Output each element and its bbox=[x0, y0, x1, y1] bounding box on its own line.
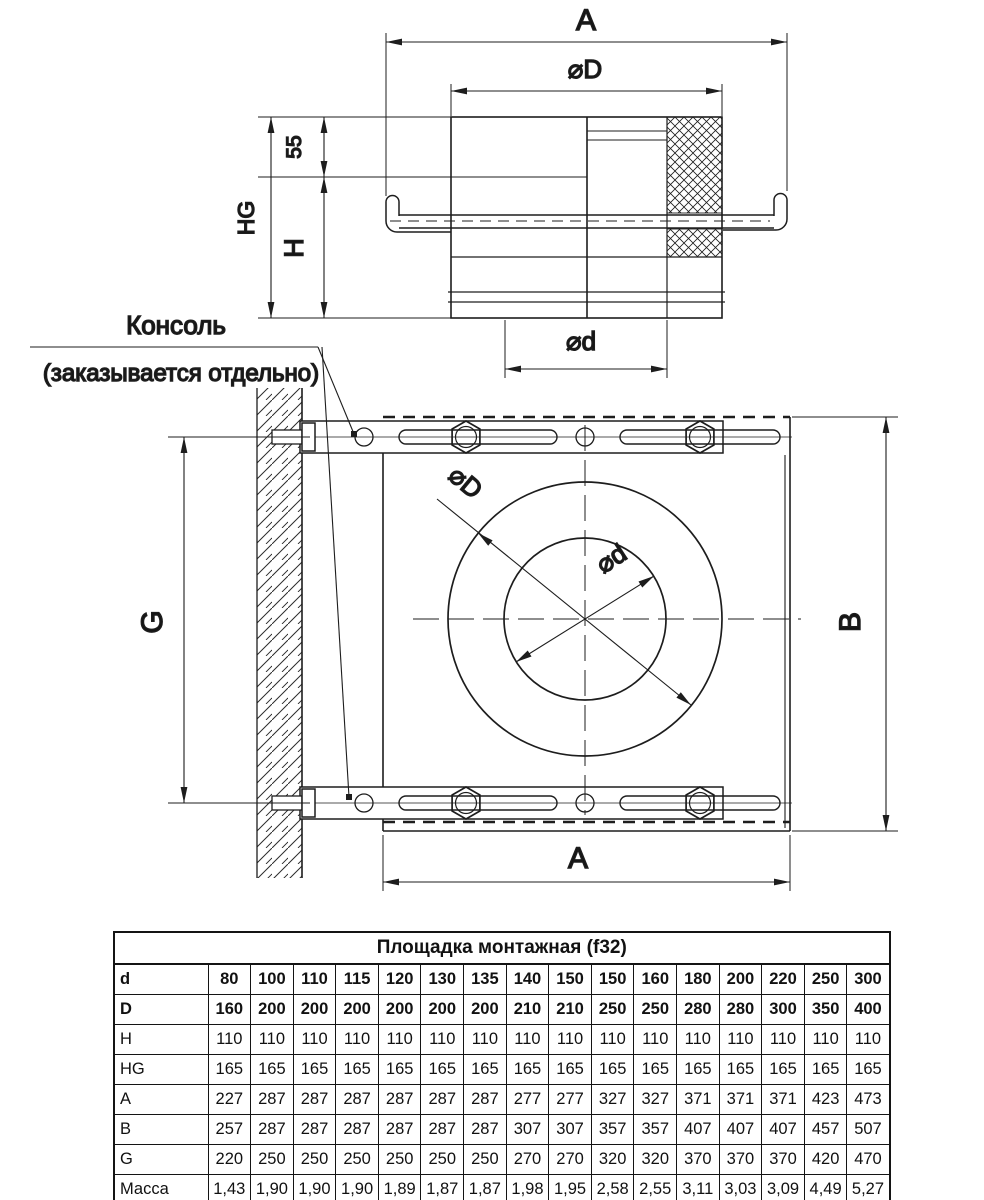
table-cell: 370 bbox=[719, 1145, 762, 1175]
table-cell: 357 bbox=[591, 1115, 634, 1145]
table-cell: 227 bbox=[208, 1085, 251, 1115]
dim-label-55: 55 bbox=[283, 135, 306, 159]
table-cell: 270 bbox=[549, 1145, 592, 1175]
table-cell: 165 bbox=[464, 1055, 507, 1085]
table-cell: 110 bbox=[421, 1025, 464, 1055]
table-cell: 320 bbox=[634, 1145, 677, 1175]
table-cell: 110 bbox=[251, 1025, 294, 1055]
table-cell: 287 bbox=[293, 1085, 336, 1115]
table-cell: 110 bbox=[549, 1025, 592, 1055]
table-cell: 357 bbox=[634, 1115, 677, 1145]
table-cell: 150 bbox=[549, 964, 592, 995]
table-cell: 110 bbox=[293, 1025, 336, 1055]
table-cell: 250 bbox=[251, 1145, 294, 1175]
table-cell: 200 bbox=[293, 995, 336, 1025]
table-cell: 3,09 bbox=[762, 1175, 805, 1200]
table-cell: 165 bbox=[378, 1055, 421, 1085]
dim-h bbox=[279, 177, 324, 318]
table-cell: 287 bbox=[421, 1085, 464, 1115]
table-cell: 277 bbox=[549, 1085, 592, 1115]
table-cell: 5,27 bbox=[847, 1175, 890, 1200]
table-cell: 165 bbox=[804, 1055, 847, 1085]
row-label: B bbox=[114, 1115, 208, 1145]
table-cell: 327 bbox=[634, 1085, 677, 1115]
table-cell: 287 bbox=[464, 1115, 507, 1145]
table-cell: 100 bbox=[251, 964, 294, 995]
table-cell: 80 bbox=[208, 964, 251, 995]
table-cell: 250 bbox=[804, 964, 847, 995]
dim-phi-d-small bbox=[505, 320, 667, 378]
table-cell: 110 bbox=[591, 1025, 634, 1055]
table-row bbox=[114, 1055, 890, 1085]
table-cell: 160 bbox=[208, 995, 251, 1025]
table-cell: 110 bbox=[208, 1025, 251, 1055]
table-cell: 371 bbox=[719, 1085, 762, 1115]
dim-label-a-top: A bbox=[575, 4, 597, 37]
table-cell: 1,98 bbox=[506, 1175, 549, 1200]
dim-phi-d-diagonal bbox=[437, 460, 691, 705]
table-cell: 287 bbox=[251, 1085, 294, 1115]
table-cell: 320 bbox=[591, 1145, 634, 1175]
table-row bbox=[114, 1175, 890, 1200]
table-cell: 307 bbox=[506, 1115, 549, 1145]
table-cell: 400 bbox=[847, 995, 890, 1025]
table-cell: 110 bbox=[506, 1025, 549, 1055]
table-cell: 250 bbox=[293, 1145, 336, 1175]
row-label: D bbox=[114, 995, 208, 1025]
row-label: d bbox=[114, 964, 208, 995]
dim-hg bbox=[233, 117, 271, 318]
dim-label-hg: HG bbox=[233, 200, 259, 236]
table-cell: 407 bbox=[762, 1115, 805, 1145]
table-cell: 287 bbox=[293, 1115, 336, 1145]
table-cell: 287 bbox=[251, 1115, 294, 1145]
table-cell: 1,90 bbox=[293, 1175, 336, 1200]
table-cell: 371 bbox=[677, 1085, 720, 1115]
table-row bbox=[114, 1115, 890, 1145]
table-cell: 110 bbox=[634, 1025, 677, 1055]
table-cell: 371 bbox=[762, 1085, 805, 1115]
table-cell: 280 bbox=[719, 995, 762, 1025]
row-label: HG bbox=[114, 1055, 208, 1085]
table-cell: 287 bbox=[336, 1085, 379, 1115]
dim-phi-d-top bbox=[451, 54, 722, 116]
table-cell: 140 bbox=[506, 964, 549, 995]
table-cell: 110 bbox=[378, 1025, 421, 1055]
table-row bbox=[114, 1145, 890, 1175]
row-label: Масса bbox=[114, 1175, 208, 1200]
table-cell: 2,55 bbox=[634, 1175, 677, 1200]
table-cell: 307 bbox=[549, 1115, 592, 1145]
table-cell: 3,11 bbox=[677, 1175, 720, 1200]
table-cell: 165 bbox=[506, 1055, 549, 1085]
table-cell: 130 bbox=[421, 964, 464, 995]
mounting-rail-top bbox=[272, 421, 792, 453]
table-cell: 110 bbox=[336, 1025, 379, 1055]
table-cell: 165 bbox=[634, 1055, 677, 1085]
table-cell: 1,95 bbox=[549, 1175, 592, 1200]
table-cell: 250 bbox=[378, 1145, 421, 1175]
table-cell: 1,90 bbox=[336, 1175, 379, 1200]
table-title: Площадка монтажная (f32) bbox=[114, 932, 890, 964]
side-extension-lines bbox=[258, 117, 587, 318]
table-cell: 160 bbox=[634, 964, 677, 995]
table-cell: 165 bbox=[549, 1055, 592, 1085]
dim-label-h: H bbox=[279, 238, 309, 258]
table-cell: 287 bbox=[336, 1115, 379, 1145]
table-cell: 1,43 bbox=[208, 1175, 251, 1200]
table-cell: 220 bbox=[762, 964, 805, 995]
table-cell: 110 bbox=[677, 1025, 720, 1055]
table-cell: 180 bbox=[677, 964, 720, 995]
table-row bbox=[114, 995, 890, 1025]
table-body bbox=[114, 964, 890, 1200]
table-cell: 200 bbox=[464, 995, 507, 1025]
table-row bbox=[114, 1085, 890, 1115]
table-cell: 3,03 bbox=[719, 1175, 762, 1200]
table-cell: 420 bbox=[804, 1145, 847, 1175]
table-cell: 250 bbox=[336, 1145, 379, 1175]
table-cell: 2,58 bbox=[591, 1175, 634, 1200]
table-cell: 250 bbox=[464, 1145, 507, 1175]
table-cell: 350 bbox=[804, 995, 847, 1025]
table-cell: 165 bbox=[251, 1055, 294, 1085]
row-label: H bbox=[114, 1025, 208, 1055]
table-cell: 165 bbox=[336, 1055, 379, 1085]
table-cell: 4,49 bbox=[804, 1175, 847, 1200]
table-cell: 110 bbox=[719, 1025, 762, 1055]
console-label: Консоль bbox=[126, 310, 226, 340]
dim-b bbox=[792, 417, 898, 831]
table-cell: 1,90 bbox=[251, 1175, 294, 1200]
table-cell: 210 bbox=[506, 995, 549, 1025]
table-cell: 250 bbox=[421, 1145, 464, 1175]
dim-label-phi-d-small: ⌀d bbox=[565, 326, 597, 356]
table-cell: 1,89 bbox=[378, 1175, 421, 1200]
table-cell: 507 bbox=[847, 1115, 890, 1145]
side-view bbox=[233, 4, 787, 378]
dim-label-g: G bbox=[136, 610, 169, 634]
table-cell: 270 bbox=[506, 1145, 549, 1175]
table-header bbox=[114, 932, 890, 964]
table-cell: 1,87 bbox=[464, 1175, 507, 1200]
dim-label-a-bottom: A bbox=[567, 842, 589, 875]
table-cell: 280 bbox=[677, 995, 720, 1025]
table-cell: 300 bbox=[762, 995, 805, 1025]
dim-label-phi-d-plan: ⌀D bbox=[442, 459, 489, 505]
insulation-hatch bbox=[667, 117, 722, 257]
table-cell: 110 bbox=[804, 1025, 847, 1055]
table-cell: 287 bbox=[421, 1115, 464, 1145]
row-label: A bbox=[114, 1085, 208, 1115]
table-cell: 423 bbox=[804, 1085, 847, 1115]
table-cell: 110 bbox=[464, 1025, 507, 1055]
dim-a-bottom bbox=[383, 835, 790, 891]
plan-view bbox=[30, 310, 898, 891]
table-cell: 407 bbox=[719, 1115, 762, 1145]
table-cell: 150 bbox=[591, 964, 634, 995]
table-cell: 165 bbox=[847, 1055, 890, 1085]
table-cell: 165 bbox=[719, 1055, 762, 1085]
table-cell: 165 bbox=[293, 1055, 336, 1085]
table-cell: 277 bbox=[506, 1085, 549, 1115]
table-cell: 200 bbox=[336, 995, 379, 1025]
table-cell: 110 bbox=[847, 1025, 890, 1055]
dim-label-phi-d-top: ⌀D bbox=[567, 54, 603, 84]
table-cell: 1,87 bbox=[421, 1175, 464, 1200]
table-cell: 220 bbox=[208, 1145, 251, 1175]
table-cell: 165 bbox=[421, 1055, 464, 1085]
console-callout bbox=[30, 310, 357, 800]
table-cell: 470 bbox=[847, 1145, 890, 1175]
table-cell: 115 bbox=[336, 964, 379, 995]
table-cell: 135 bbox=[464, 964, 507, 995]
table-cell: 287 bbox=[464, 1085, 507, 1115]
table-cell: 300 bbox=[847, 964, 890, 995]
table-cell: 370 bbox=[677, 1145, 720, 1175]
table-cell: 110 bbox=[293, 964, 336, 995]
table-cell: 370 bbox=[762, 1145, 805, 1175]
row-label: G bbox=[114, 1145, 208, 1175]
table-cell: 165 bbox=[677, 1055, 720, 1085]
table-cell: 165 bbox=[208, 1055, 251, 1085]
table-row bbox=[114, 964, 890, 995]
table-cell: 250 bbox=[634, 995, 677, 1025]
dim-label-b: B bbox=[834, 611, 867, 633]
table-cell: 200 bbox=[251, 995, 294, 1025]
table-cell: 287 bbox=[378, 1085, 421, 1115]
table-cell: 473 bbox=[847, 1085, 890, 1115]
table-cell: 457 bbox=[804, 1115, 847, 1145]
table-cell: 287 bbox=[378, 1115, 421, 1145]
table-cell: 120 bbox=[378, 964, 421, 995]
mounting-rail-bottom bbox=[272, 787, 792, 819]
leader-marker-top bbox=[351, 431, 357, 437]
table-cell: 200 bbox=[378, 995, 421, 1025]
mounting-plate bbox=[383, 417, 790, 831]
table-cell: 200 bbox=[421, 995, 464, 1025]
console-sublabel: (заказывается отдельно) bbox=[42, 360, 320, 387]
table-cell: 250 bbox=[591, 995, 634, 1025]
table-cell: 210 bbox=[549, 995, 592, 1025]
dimensions-table bbox=[113, 931, 891, 1200]
table-cell: 165 bbox=[591, 1055, 634, 1085]
dim-55 bbox=[283, 117, 324, 177]
table-cell: 327 bbox=[591, 1085, 634, 1115]
dim-label-phi-d-small-plan: ⌀d bbox=[590, 537, 632, 580]
table-cell: 200 bbox=[719, 964, 762, 995]
table-cell: 257 bbox=[208, 1115, 251, 1145]
table-row bbox=[114, 1025, 890, 1055]
table-cell: 165 bbox=[762, 1055, 805, 1085]
table-cell: 110 bbox=[762, 1025, 805, 1055]
leader-marker-bottom bbox=[346, 794, 352, 800]
table-cell: 407 bbox=[677, 1115, 720, 1145]
